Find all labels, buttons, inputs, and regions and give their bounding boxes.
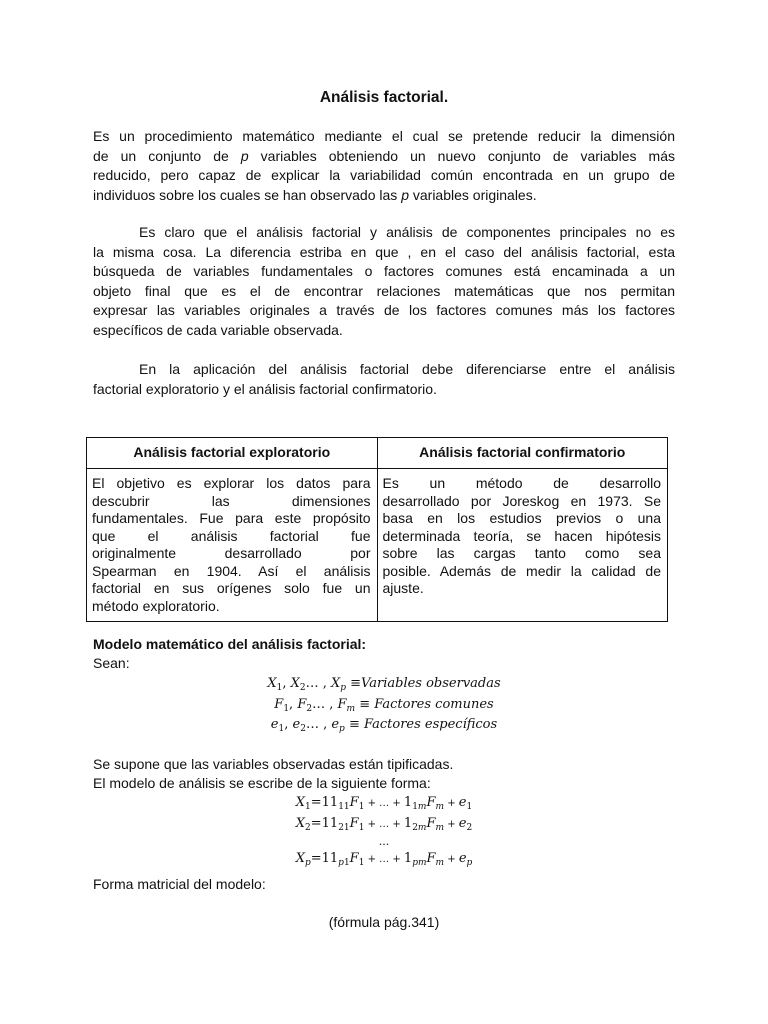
text-line: expresar las variables originales a través de los factores comunes más los factores <box>93 302 675 318</box>
model-equations <box>0 793 768 870</box>
header-exploratory: Análisis factorial exploratorio <box>87 438 378 469</box>
equation-ellipsis: ... <box>378 835 390 848</box>
text-line: objeto final que es el de encontrar relaciones matemáticas que nos permitan <box>93 282 675 299</box>
types-paragraph <box>93 360 675 399</box>
intro-paragraph <box>93 127 675 205</box>
formula-reference: (fórmula pág.341) <box>328 914 440 930</box>
text-line: reducido, pero capaz de explicar la variabilidad común encontrada en un grupo de <box>93 167 675 183</box>
text-line: factorial exploratorio y el análisis factorial confirmatorio. <box>93 380 437 397</box>
sean-label: Sean: <box>93 655 130 671</box>
def-observed: $X_1$, $X_2\dots$ , $X_p$ ≡Variables observadas <box>267 676 501 693</box>
assumption-text: Se supone que las variables observadas están tipificadas. <box>93 756 454 772</box>
text-line: la misma cosa. La diferencia estriba en que , en el caso del análisis factorial, esta <box>93 243 675 260</box>
text-line: de un conjunto de p variables obteniendo un nuevo conjunto de variables más <box>93 147 675 164</box>
equation-xp: $X_p=11_{p1}F_1$ + … + $1_{pm}F_m + e_p$ <box>295 851 473 868</box>
text-line: En la aplicación del análisis factorial debe diferenciarse entre el análisis <box>139 361 675 377</box>
table-row <box>87 469 668 622</box>
cell-confirmatory: Es un método de desarrollo desarrollado por Joreskog en 1973. Se basa en los estudios previos o una determinada teoría, se hacen hipótesis sobre las cargas tanto como sea posible. Además de medir la calidad de ajuste. <box>377 469 668 622</box>
table-header-row <box>87 438 668 469</box>
text-line: búsqueda de variables fundamentales o factores comunes está encaminada a un <box>93 263 675 279</box>
comparison-table <box>86 437 668 622</box>
cell-exploratory: El objetivo es explorar los datos para descubrir las dimensiones fundamentales. Fue para este propósito que el análisis factorial fue originalmente desarrollado por Spearman en 1904. Así el análisis factorial en sus orígenes solo fue un método exploratorio. <box>87 469 378 622</box>
text-line: Es claro que el análisis factorial y análisis de componentes principales no es <box>139 224 675 240</box>
header-confirmatory: Análisis factorial confirmatorio <box>377 438 668 469</box>
text-line: individuos sobre los cuales se han observado las p variables originales. <box>93 186 537 203</box>
model-intro-text: El modelo de análisis se escribe de la siguiente forma: <box>93 775 431 791</box>
text-line: Es un procedimiento matemático mediante el cual se pretende reducir la dimensión <box>93 128 675 144</box>
def-specific: $e_1$, $e_2\dots$ , $e_p$ ≡ Factores específicos <box>270 717 498 734</box>
page-title: Análisis factorial. <box>319 89 449 106</box>
definitions-block <box>0 674 768 736</box>
equation-x1: $X_1=11_{11}F_1$ + … + $1_{1m}F_m + e_1$ <box>295 795 473 812</box>
def-common: $F_1$, $F_2\dots$ , $F_m$ ≡ Factores comunes <box>274 696 494 714</box>
model-heading: Modelo matemático del análisis factorial: <box>93 636 367 652</box>
equation-x2: $X_2=11_{21}F_1$ + … + $1_{2m}F_m + e_2$ <box>295 816 473 833</box>
comparison-paragraph <box>93 223 675 340</box>
matrix-form-label: Forma matricial del modelo: <box>93 876 266 892</box>
text-line: específicos de cada variable observada. <box>93 321 343 338</box>
